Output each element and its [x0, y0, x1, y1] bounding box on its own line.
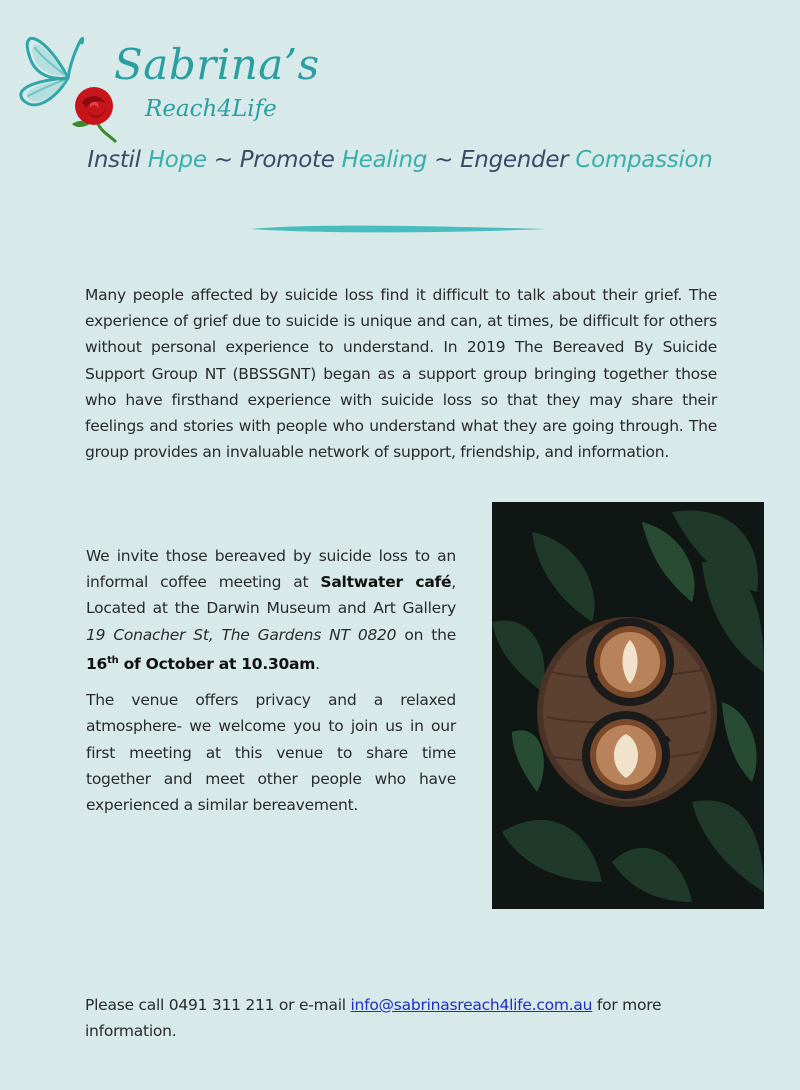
brand-name: Sabrina’s	[114, 40, 320, 89]
brand-logo	[8, 18, 328, 143]
tagline-word: Promote	[239, 147, 335, 173]
rose-icon	[68, 84, 128, 144]
contact-text: for more information.	[85, 996, 662, 1041]
tagline-word: Healing	[341, 147, 428, 173]
venue-address: 19 Conacher St, The Gardens NT 0820	[86, 625, 397, 644]
invite-paragraph	[86, 543, 456, 677]
invite-text: We invite those bereaved by suicide loss to an informal coffee meeting at	[86, 547, 456, 592]
tagline-word: Engender	[460, 147, 569, 173]
contact-line	[85, 992, 725, 1044]
date-rest: of October at 10.30am	[118, 654, 316, 673]
invite-section	[86, 543, 456, 828]
intro-paragraph: Many people affected by suicide loss find it difficult to talk about their grief. The experience of grief due to suicide is unique and can, at times, be difficult for others without personal experience to understand. In 2019 The Bereaved By Suicide Support Group NT (BBSSGNT) began as a support group bringing together those who have firsthand experience with suicide loss so that they may share their feelings and stories with people who understand what they are going through. The group provides an invaluable network of support, friendship, and information.	[85, 286, 717, 462]
tagline-separator: ~	[213, 147, 233, 173]
tagline-word: Compassion	[575, 147, 713, 173]
invite-text: , Located at the Darwin Museum and Art Gallery	[86, 573, 456, 618]
email-link[interactable]: info@sabrinasreach4life.com.au	[350, 996, 593, 1014]
meeting-date	[86, 655, 315, 673]
date-suffix: th	[107, 654, 119, 666]
date-day: 16	[86, 654, 108, 673]
tagline-word: Instil	[87, 147, 141, 173]
tagline-word: Hope	[147, 147, 207, 173]
tagline	[0, 147, 800, 173]
invite-text: on the	[396, 625, 456, 644]
decorative-brush-stroke	[246, 222, 556, 236]
coffee-cups-photo	[492, 502, 764, 909]
brand-subtitle: Reach4Life	[145, 96, 277, 122]
venue-paragraph: The venue offers privacy and a relaxed atmosphere- we welcome you to join us in our first meeting at this venue to share time together and meet other people who have experienced a similar bereavement.	[86, 691, 456, 814]
invite-text: .	[315, 654, 320, 673]
contact-text: Please call 0491 311 211 or e-mail	[85, 996, 351, 1014]
venue-name: Saltwater café	[320, 573, 452, 592]
tagline-separator: ~	[434, 147, 454, 173]
